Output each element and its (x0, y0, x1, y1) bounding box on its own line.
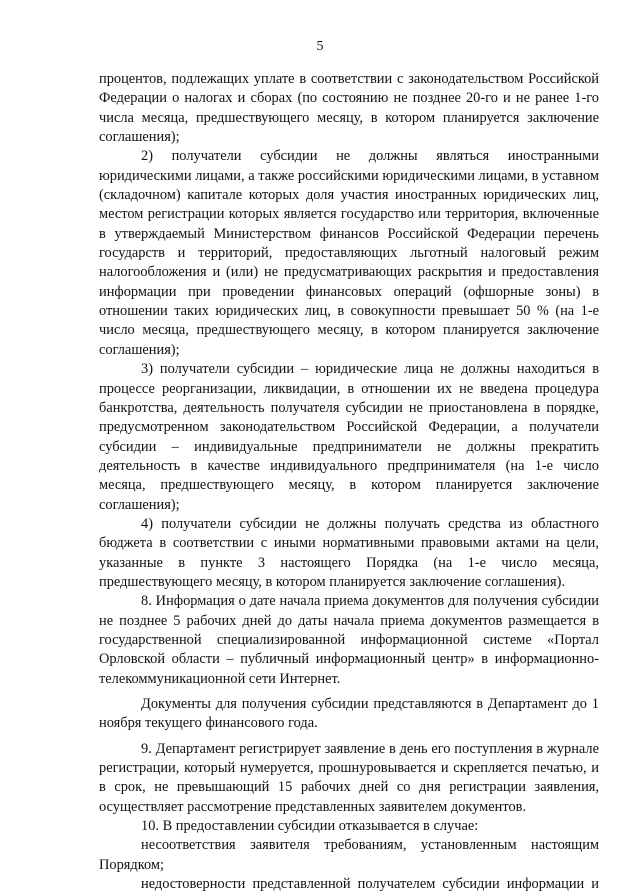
paragraph-refusal-reason-2: недостоверности представленной получателем субсидии информации и (141, 876, 599, 893)
paragraph-refusal-reason-1: несоответствия заявителя требованиям, установленным настоящим Порядком; (99, 837, 599, 873)
paragraph-requirement-2: 2) получатели субсидии не должны являться иностранными юридическими лицами, а также российскими юридическими лицами, в уставном (складочном) капитале которых доля участия иностранных юридических лиц, местом регистрации которых является государство или территория, включенные в утверждаемый Министерством финансов Российской Федерации перечень государств и территорий, предоставляющих льготный налоговый режим налогообложения и (или) не предусматривающих раскрытия и предоставления информации при проведении финансовых операций (офшорные зоны) в отношении таких юридических лиц, в совокупности превышает 50 % (на 1-е число месяца, предшествующего месяцу, в котором планируется заключение соглашения); (99, 148, 599, 358)
paragraph-requirement-4: 4) получатели субсидии не должны получать средства из областного бюджета в соответствии с иными нормативными правовыми актами на цели, указанные в пункте 3 настоящего Порядка (на 1-е число месяца, предшествующего месяцу, в котором планируется заключение соглашения). (99, 515, 599, 590)
paragraph-continuation-tax: процентов, подлежащих уплате в соответствии с законодательством Российской Федерации о налогах и сборах (по состоянию не позднее 20-го и не ранее 1-го числа месяца, предшествующего месяцу, в котором планируется заключение соглашения); (99, 71, 599, 146)
paragraph-requirement-3: 3) получатели субсидии – юридические лица не должны находиться в процессе реорганизации, ликвидации, в отношении их не введена процедура банкротства, деятельность получателя субсидии не приостановлена в порядке, предусмотренном законодательством Российской Федерации, а получатели субсидии – индивидуальные предприниматели не должны прекратить деятельность в качестве индивидуального предпринимателя (на 1-е число месяца, предшествующего месяцу, в котором планируется заключение соглашения); (99, 361, 599, 513)
paragraph-item-9: 9. Департамент регистрирует заявление в день его поступления в журнале регистрации, который нумеруется, прошнуровывается и скрепляется печатью, и в срок, не превышающий 15 рабочих дней со дня регистрации заявления, осуществляет рассмотрение представленных заявителем документов. (99, 740, 599, 815)
document-body (99, 70, 599, 894)
paragraph-submission-deadline: Документы для получения субсидии представляются в Департамент до 1 ноября текущего финансового года. (99, 696, 599, 732)
paragraph-item-10: 10. В предоставлении субсидии отказывается в случае: (141, 818, 479, 835)
paragraph-item-8: 8. Информация о дате начала приема документов для получения субсидии не позднее 5 рабочих дней до даты начала приема документов размещается в государственной специализированной информационной системе «Портал Орловской области – публичный информационный центр» в информационно-телекоммуникационной сети Интернет. (99, 593, 599, 687)
page-number: 5 (316, 39, 324, 54)
